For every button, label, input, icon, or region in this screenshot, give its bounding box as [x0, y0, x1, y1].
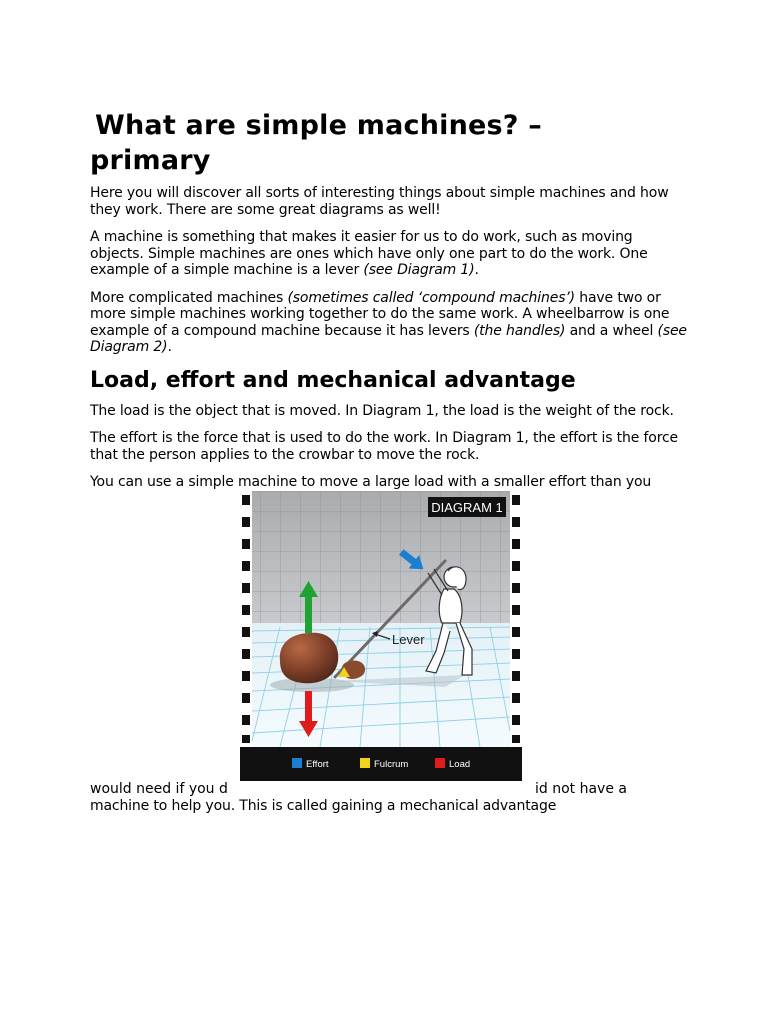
- machine-paragraph: [90, 229, 690, 279]
- rock-load: [280, 632, 338, 682]
- article: [90, 108, 690, 814]
- title-line-1: What are simple machines? –: [95, 110, 542, 141]
- svg-text:Fulcrum: Fulcrum: [374, 758, 409, 770]
- lead-in-line: You can use a simple machine to move a large load with a smaller effort than you: [90, 474, 652, 490]
- title-line-2: primary: [90, 145, 211, 176]
- diagram-2-reference: (see Diagram 2): [90, 322, 687, 355]
- machine-paragraph-text: A machine is something that makes it easier for us to do work, such as moving objects. Simple machines are ones which have only one part to do the work. One example of a simple machine is a lever: [90, 229, 648, 278]
- diagram-1-figure: [90, 491, 690, 814]
- machine-paragraph-end: .: [474, 262, 479, 278]
- wrap-text-left: would need if you d: [90, 780, 228, 797]
- intro-paragraph: Here you will discover all sorts of interesting things about simple machines and how they work. There are some great diagrams as well!: [90, 185, 669, 218]
- effort-paragraph: The effort is the force that is used to do the work. In Diagram 1, the effort is the force that the person applies to the crowbar to move the rock.: [90, 430, 679, 463]
- compound-text-c: have two or more simple machines working together to do the same work. A wheelbarrow is one example of a compound machine because it has levers: [90, 289, 670, 339]
- compound-text-e: and a wheel: [565, 322, 658, 339]
- svg-text:Load: Load: [449, 758, 471, 770]
- diagram-1-image: [240, 491, 522, 781]
- handles-aside: (the handles): [473, 322, 566, 339]
- load-paragraph: The load is the object that is moved. In Diagram 1, the load is the weight of the rock.: [90, 402, 674, 419]
- compound-text-a: More complicated machines: [90, 289, 288, 306]
- section-heading: Load, effort and mechanical advantage: [90, 367, 576, 393]
- svg-text:Effort: Effort: [306, 758, 329, 770]
- compound-text-end: .: [167, 339, 172, 355]
- diagram-badge: DIAGRAM 1: [431, 499, 503, 515]
- lever-label: Lever: [392, 631, 425, 647]
- wrap-text-right: id not have a: [535, 780, 627, 797]
- compound-aside: (sometimes called ‘compound machines’): [287, 289, 575, 306]
- diagram-1-reference: (see Diagram 1): [363, 262, 475, 278]
- compound-paragraph: [90, 290, 690, 356]
- closing-line: machine to help you. This is called gaining a mechanical advantage: [90, 797, 557, 814]
- page-title: [90, 108, 690, 178]
